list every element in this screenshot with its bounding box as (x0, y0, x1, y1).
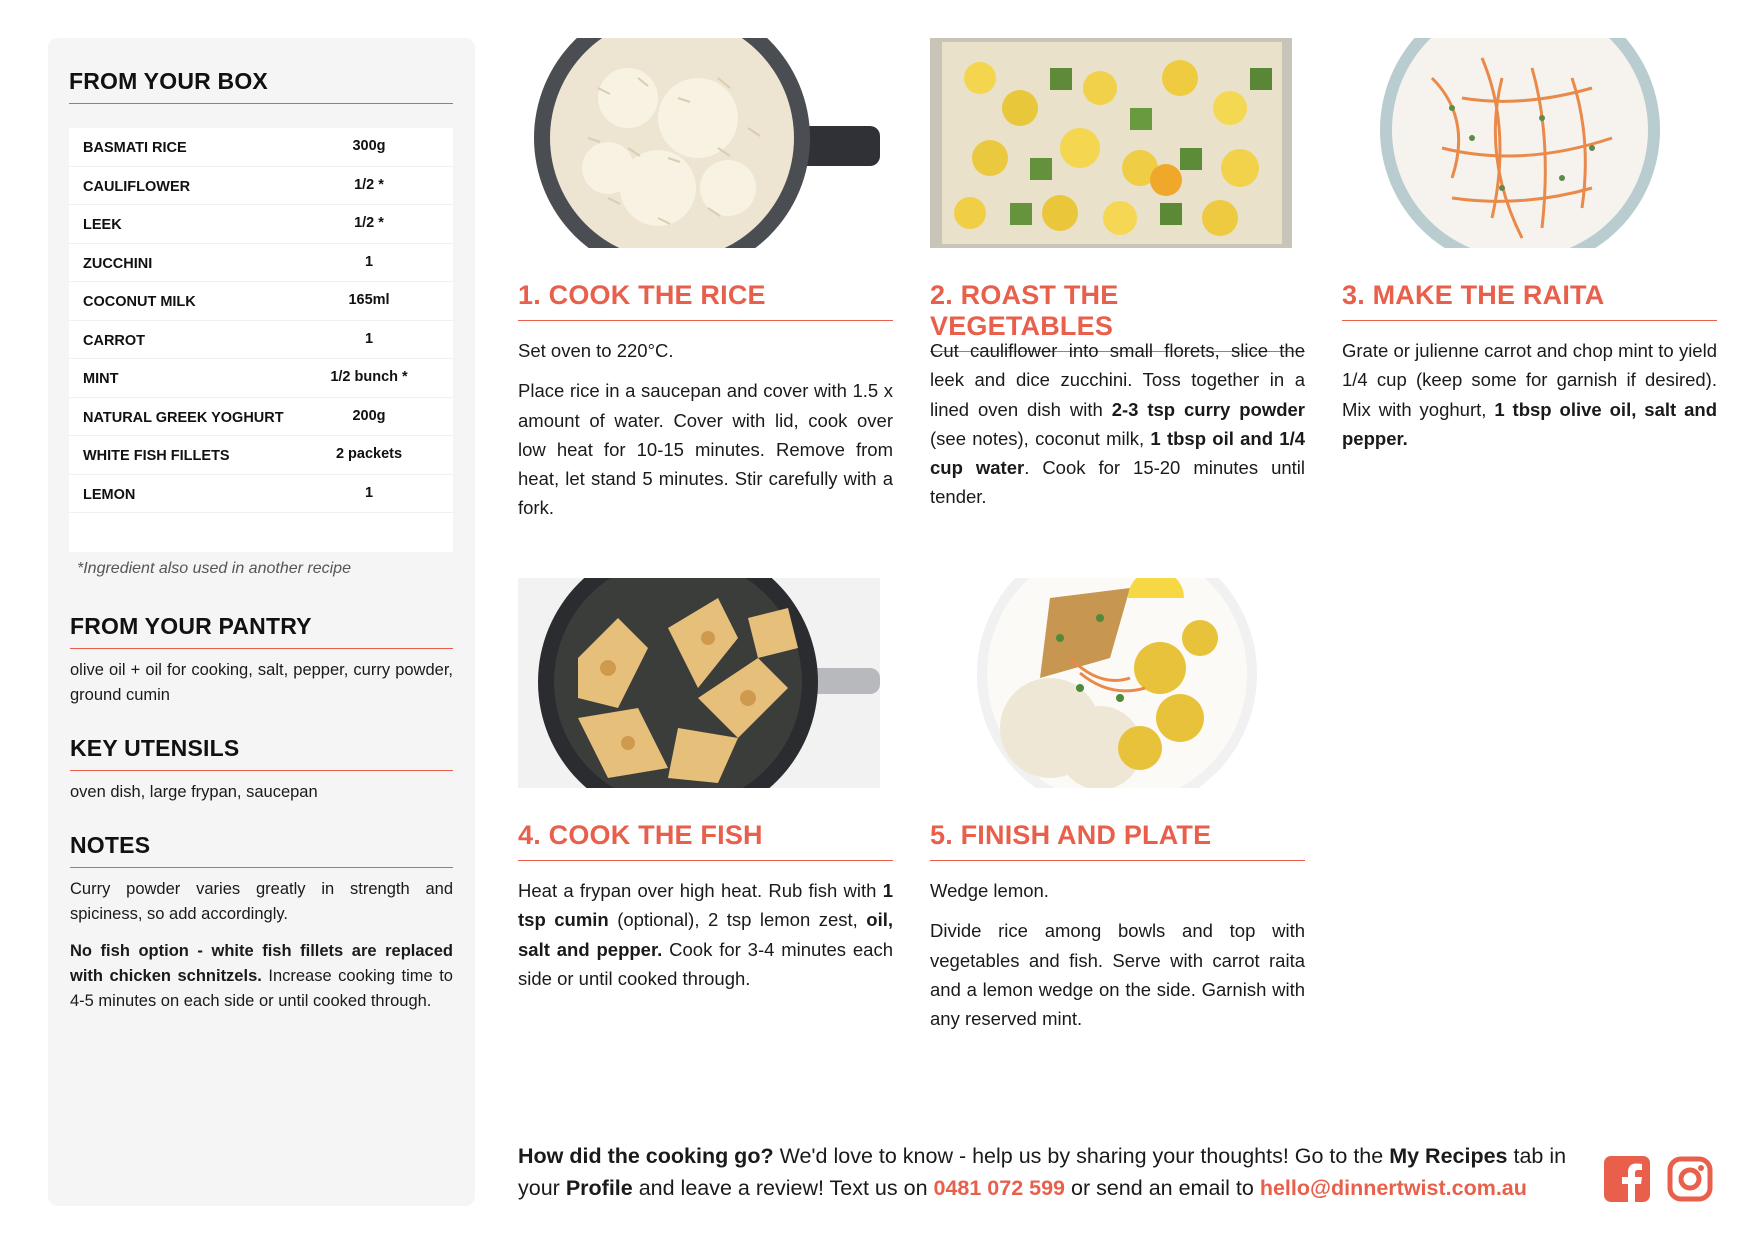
notes-heading: NOTES (70, 832, 453, 868)
ingredient-name: CAULIFLOWER (83, 178, 191, 195)
step-4-title: 4. COOK THE FISH (518, 820, 893, 861)
table-row (69, 436, 453, 475)
table-row (69, 205, 453, 244)
table-row (69, 244, 453, 283)
ingredient-qty: 1/2 * (354, 176, 384, 193)
ingredient-qty: 1/2 * (354, 215, 384, 231)
ingredient-footnote: *Ingredient also used in another recipe (77, 560, 351, 577)
step-4-text: Heat a frypan over high heat. Rub fish with (518, 880, 883, 901)
step-2-text: Cut cauliflower into small florets, slice the leek and dice zucchini. Toss together in a lined oven dish with (930, 340, 1305, 420)
rice-in-saucepan-photo (518, 38, 880, 248)
ingredient-qty: 1 (364, 484, 374, 501)
table-row (69, 398, 453, 437)
step-4-bold: 1 tsp cumin (518, 880, 893, 931)
step-5-body (930, 876, 1305, 1044)
step-1-title: 1. COOK THE RICE (518, 280, 893, 321)
table-row (69, 321, 453, 360)
footer-text: and leave a review! Text us on (632, 1175, 934, 1200)
step-4-text: (optional), 2 tsp lemon zest, (608, 909, 867, 931)
plated-dish-photo (930, 578, 1292, 788)
step-2-body (930, 336, 1305, 523)
footer-text: We'd love to know - help us by sharing your thoughts! Go to the (773, 1144, 1390, 1168)
step-4-body (518, 876, 893, 1004)
pantry-text: olive oil + oil for cooking, salt, pepper, curry powder, ground cumin (70, 661, 453, 704)
ingredients-panel (48, 38, 475, 1206)
ingredient-name: COCONUT MILK (83, 294, 196, 310)
profile-label: Profile (565, 1175, 633, 1200)
step-2-bold: 1 tbsp oil and 1/4 cup water (930, 427, 1306, 479)
footer-text: tab in your (518, 1144, 1567, 1200)
ingredient-qty: 165ml (348, 292, 390, 308)
notes-rest: Increase cooking time to 4-5 minutes on each side or until cooked through. (70, 967, 453, 1010)
from-your-pantry-heading: FROM YOUR PANTRY (70, 613, 453, 649)
roasted-vegetables-tray-photo (930, 38, 1292, 248)
utensils-text: oven dish, large frypan, saucepan (70, 783, 318, 801)
ingredient-name: LEMON (83, 486, 136, 503)
step-4-text: Cook for 3-4 minutes each side or until cooked through. (518, 938, 893, 989)
step-2-bold: 2-3 tsp curry powder (1111, 398, 1305, 420)
phone-link[interactable]: 0481 072 599 (933, 1175, 1066, 1200)
notes-text-2 (70, 939, 453, 1014)
table-row (69, 167, 453, 206)
table-row (69, 128, 453, 167)
table-row (69, 359, 453, 398)
ingredient-name: WHITE FISH FILLETS (83, 448, 230, 464)
step-2-text: . Cook for 15-20 minutes until tender. (930, 457, 1306, 508)
step-3-title: 3. MAKE THE RAITA (1342, 280, 1717, 321)
email-link[interactable]: hello@dinnertwist.com.au (1259, 1175, 1527, 1200)
ingredient-name: CARROT (83, 332, 146, 349)
step-5-title: 5. FINISH AND PLATE (930, 820, 1305, 861)
ingredient-qty: 1/2 bunch * (330, 369, 408, 385)
ingredient-name: LEEK (83, 217, 122, 233)
ingredient-name: MINT (83, 371, 119, 387)
step-5-para-2: Divide rice among bowls and top with vegetables and fish. Serve with carrot raita and a lemon wedge on the side. Garnish with any reserved mint. (930, 920, 1305, 1030)
step-5-para-1: Wedge lemon. (930, 880, 1049, 901)
table-row (69, 282, 453, 321)
table-row (69, 475, 453, 514)
ingredient-name: ZUCCHINI (83, 255, 153, 272)
ingredient-qty: 200g (352, 407, 386, 424)
ingredient-qty: 1 (364, 253, 374, 270)
step-4-bold: oil, salt and pepper. (518, 909, 894, 960)
step-2-text: (see notes), coconut milk, (930, 427, 1151, 449)
box-ingredients-table (69, 128, 453, 552)
feedback-footer (518, 1141, 1578, 1204)
facebook-icon[interactable] (1604, 1156, 1650, 1202)
ingredient-name: NATURAL GREEK YOGHURT (83, 409, 284, 426)
instagram-icon[interactable] (1667, 1156, 1713, 1202)
fish-in-frypan-photo (518, 578, 880, 788)
step-1-body (518, 336, 893, 534)
ingredient-qty: 300g (352, 138, 386, 154)
step-2-title: 2. ROAST THE VEGETABLES (930, 280, 1305, 352)
ingredient-qty: 1 (364, 330, 374, 347)
footer-text: or send an email to (1065, 1175, 1260, 1200)
key-utensils-heading: KEY UTENSILS (70, 735, 453, 771)
notes-text-1: Curry powder varies greatly in strength and spiciness, so add accordingly. (70, 880, 453, 923)
step-3-body (1342, 336, 1717, 464)
step-3-text: Grate or julienne carrot and chop mint to yield 1/4 cup (keep some for garnish if desired). Mix with yoghurt, (1342, 340, 1717, 420)
carrot-raita-bowl-photo (1342, 38, 1704, 248)
ingredient-qty: 2 packets (335, 446, 403, 462)
notes-bold: No fish option - white fish fillets are replaced with chicken schnitzels. (70, 942, 453, 985)
footer-question: How did the cooking go? (518, 1144, 774, 1168)
ingredient-name: BASMATI RICE (83, 140, 187, 156)
my-recipes-label: My Recipes (1389, 1144, 1508, 1168)
step-1-para-2: Place rice in a saucepan and cover with 1.5 x amount of water. Cover with lid, cook over low heat for 10-15 minutes. Remove from heat, let stand 5 minutes. Stir carefully with a fork. (518, 380, 893, 519)
from-your-box-heading: FROM YOUR BOX (69, 68, 453, 104)
step-3-bold: 1 tbsp olive oil, salt and pepper. (1342, 398, 1717, 449)
step-1-para-1: Set oven to 220°C. (518, 340, 674, 361)
